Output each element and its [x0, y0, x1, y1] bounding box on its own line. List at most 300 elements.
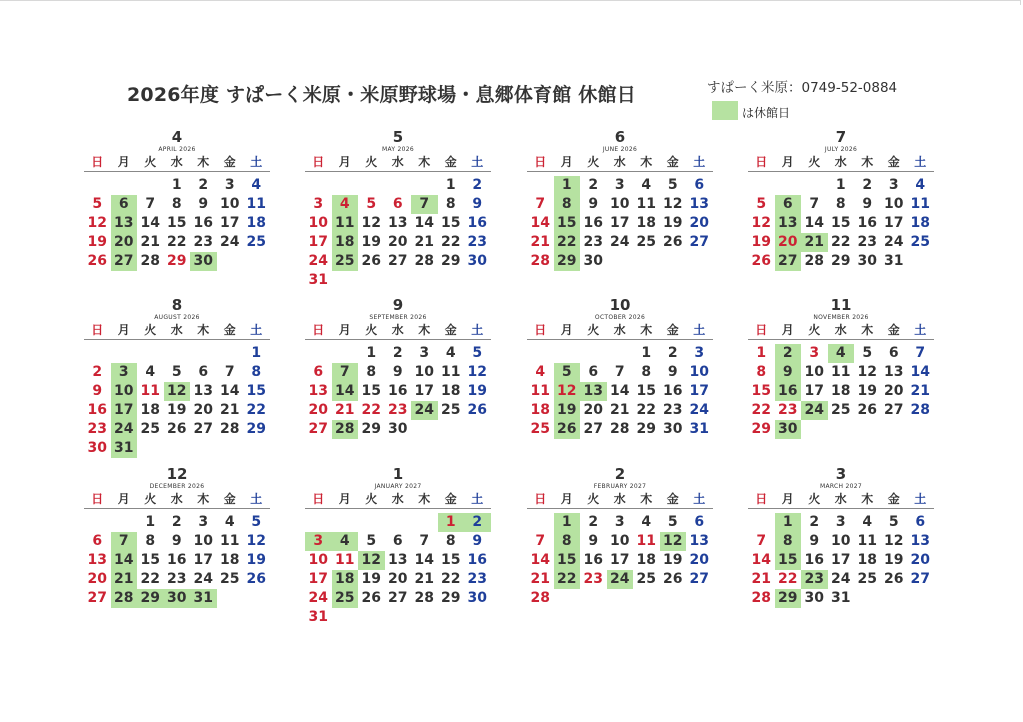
day-cell: 9 — [588, 196, 599, 212]
day-cell: 27 — [884, 402, 904, 418]
day-cell: 29 — [361, 421, 381, 437]
weekday-header: 火 — [144, 323, 157, 337]
weekday-header: 日 — [755, 492, 768, 506]
day-cell: 6 — [915, 514, 926, 530]
day-cell: 30 — [804, 590, 824, 606]
day-cell: 25 — [636, 234, 656, 250]
weekday-header: 火 — [808, 492, 821, 506]
day-cell: 8 — [366, 364, 377, 380]
day-cell: 14 — [414, 215, 434, 231]
day-cell: 22 — [246, 402, 266, 418]
day-cell: 12 — [751, 215, 771, 231]
closed-day: 22 — [554, 233, 581, 252]
day-cell: 27 — [388, 253, 408, 269]
day-cell: 12 — [467, 364, 487, 380]
day-cell: 8 — [171, 196, 182, 212]
day-cell: 12 — [361, 215, 381, 231]
day-cell: 25 — [857, 571, 877, 587]
weekday-header: 金 — [666, 155, 679, 169]
closed-day: 18 — [332, 233, 359, 252]
day-cell: 26 — [663, 234, 683, 250]
weekday-header: 土 — [914, 492, 927, 506]
weekday-header: 木 — [418, 323, 431, 337]
day-cell: 16 — [663, 383, 683, 399]
legend-closed-swatch — [712, 101, 738, 120]
weekday-header: 月 — [338, 492, 351, 506]
day-cell: 27 — [689, 571, 709, 587]
weekday-header: 日 — [755, 155, 768, 169]
day-cell: 5 — [888, 514, 899, 530]
month-1 — [305, 465, 491, 627]
day-cell: 18 — [441, 383, 461, 399]
day-cell: 2 — [667, 345, 678, 361]
day-cell: 21 — [751, 571, 771, 587]
day-cell: 5 — [92, 196, 103, 212]
weekday-header: 火 — [144, 155, 157, 169]
closed-day: 26 — [554, 420, 581, 439]
day-cell: 16 — [804, 552, 824, 568]
month-number: 5 — [392, 128, 404, 146]
day-cell: 16 — [467, 552, 487, 568]
weekday-header: 水 — [391, 155, 404, 169]
day-cell: 3 — [809, 345, 820, 361]
weekday-header: 火 — [365, 323, 378, 337]
day-cell: 8 — [756, 364, 767, 380]
weekday-header: 日 — [91, 155, 104, 169]
day-cell: 19 — [87, 234, 107, 250]
month-11 — [748, 296, 934, 458]
day-cell: 4 — [641, 514, 652, 530]
closed-day: 24 — [111, 420, 138, 439]
day-cell: 5 — [366, 196, 377, 212]
weekday-header: 月 — [560, 323, 573, 337]
month-english-label: JULY 2026 — [824, 146, 858, 153]
weekday-header: 水 — [613, 492, 626, 506]
day-cell: 19 — [663, 552, 683, 568]
day-cell: 5 — [667, 514, 678, 530]
weekday-header: 火 — [365, 155, 378, 169]
day-cell: 16 — [193, 215, 213, 231]
day-cell: 23 — [467, 571, 487, 587]
day-cell: 5 — [756, 196, 767, 212]
day-cell: 22 — [778, 571, 798, 587]
weekday-divider — [305, 171, 491, 172]
closed-day: 3 — [111, 363, 138, 382]
closed-day: 3 — [305, 532, 332, 551]
day-cell: 21 — [414, 571, 434, 587]
day-cell: 29 — [441, 590, 461, 606]
day-cell: 16 — [857, 215, 877, 231]
month-number: 9 — [392, 296, 404, 314]
day-cell: 4 — [145, 364, 156, 380]
day-cell: 31 — [308, 272, 328, 288]
closed-day: 8 — [554, 195, 581, 214]
weekday-divider — [305, 508, 491, 509]
month-english-label: APRIL 2026 — [158, 146, 196, 153]
day-cell: 1 — [366, 345, 377, 361]
day-cell: 11 — [910, 196, 930, 212]
day-cell: 19 — [167, 402, 187, 418]
weekday-header: 水 — [834, 492, 847, 506]
day-cell: 7 — [224, 364, 235, 380]
day-cell: 9 — [92, 383, 103, 399]
day-cell: 27 — [388, 590, 408, 606]
weekday-header: 月 — [781, 492, 794, 506]
day-cell: 17 — [308, 234, 328, 250]
day-cell: 16 — [388, 383, 408, 399]
day-cell: 28 — [751, 590, 771, 606]
closed-day: 6 — [111, 195, 138, 214]
weekday-header: 日 — [312, 155, 325, 169]
day-cell: 7 — [756, 533, 767, 549]
day-cell: 13 — [910, 533, 930, 549]
weekday-header: 木 — [197, 323, 210, 337]
day-cell: 6 — [694, 177, 705, 193]
closed-day: 1 — [554, 176, 581, 195]
month-number: 1 — [392, 465, 404, 483]
month-english-label: JANUARY 2027 — [374, 483, 422, 490]
day-cell: 28 — [414, 590, 434, 606]
day-cell: 9 — [171, 533, 182, 549]
weekday-header: 木 — [197, 155, 210, 169]
day-cell: 4 — [445, 345, 456, 361]
day-cell: 13 — [308, 383, 328, 399]
day-cell: 19 — [467, 383, 487, 399]
day-cell: 15 — [140, 552, 160, 568]
closed-day: 4 — [828, 344, 855, 363]
weekday-divider — [305, 339, 491, 340]
closed-day: 27 — [111, 252, 138, 271]
page-border — [0, 0, 1021, 5]
month-english-label: MAY 2026 — [381, 146, 415, 153]
weekday-header: 金 — [444, 155, 457, 169]
day-cell: 13 — [388, 552, 408, 568]
day-cell: 13 — [388, 215, 408, 231]
weekday-header: 土 — [250, 155, 263, 169]
weekday-header: 水 — [834, 155, 847, 169]
day-cell: 30 — [467, 590, 487, 606]
day-cell: 2 — [92, 364, 103, 380]
weekday-header: 火 — [808, 155, 821, 169]
weekday-header: 木 — [418, 155, 431, 169]
weekday-header: 月 — [781, 155, 794, 169]
day-cell: 15 — [441, 552, 461, 568]
day-cell: 1 — [251, 345, 262, 361]
closed-day: 31 — [111, 439, 138, 458]
day-cell: 11 — [831, 364, 851, 380]
day-cell: 27 — [689, 234, 709, 250]
closed-day: 20 — [111, 233, 138, 252]
weekday-header: 金 — [223, 492, 236, 506]
day-cell: 23 — [663, 402, 683, 418]
day-cell: 27 — [583, 421, 603, 437]
weekday-header: 水 — [170, 492, 183, 506]
weekday-header: 月 — [560, 492, 573, 506]
day-cell: 12 — [884, 533, 904, 549]
day-cell: 11 — [636, 196, 656, 212]
month-number: 2 — [614, 465, 626, 483]
day-cell: 26 — [467, 402, 487, 418]
weekday-divider — [748, 171, 934, 172]
day-cell: 16 — [87, 402, 107, 418]
weekday-header: 土 — [250, 492, 263, 506]
closed-day: 31 — [190, 589, 217, 608]
weekday-header: 火 — [587, 323, 600, 337]
page-title: 2026年度 すぱーく米原・米原野球場・息郷体育館 休館日 — [127, 84, 636, 106]
weekday-header: 木 — [861, 323, 874, 337]
day-cell: 23 — [583, 234, 603, 250]
closed-day: 16 — [775, 382, 802, 401]
day-cell: 24 — [610, 234, 630, 250]
day-cell: 24 — [689, 402, 709, 418]
weekday-header: 土 — [471, 323, 484, 337]
day-cell: 9 — [862, 196, 873, 212]
day-cell: 2 — [862, 177, 873, 193]
day-cell: 15 — [167, 215, 187, 231]
day-cell: 24 — [831, 571, 851, 587]
day-cell: 17 — [414, 383, 434, 399]
day-cell: 5 — [366, 533, 377, 549]
day-cell: 19 — [663, 215, 683, 231]
day-cell: 3 — [614, 514, 625, 530]
day-cell: 2 — [472, 177, 483, 193]
day-cell: 10 — [831, 533, 851, 549]
day-cell: 10 — [220, 196, 240, 212]
day-cell: 11 — [441, 364, 461, 380]
day-cell: 2 — [588, 514, 599, 530]
closed-day: 29 — [554, 252, 581, 271]
weekday-header: 日 — [312, 323, 325, 337]
day-cell: 22 — [441, 234, 461, 250]
day-cell: 5 — [171, 364, 182, 380]
day-cell: 20 — [689, 215, 709, 231]
day-cell: 15 — [636, 383, 656, 399]
month-10 — [527, 296, 713, 458]
day-cell: 6 — [92, 533, 103, 549]
closed-day: 30 — [190, 252, 217, 271]
contact-phone: すぱーく米原：0749-52-0884 — [707, 80, 898, 96]
day-cell: 24 — [308, 253, 328, 269]
day-cell: 31 — [884, 253, 904, 269]
day-cell: 2 — [809, 514, 820, 530]
day-cell: 7 — [535, 533, 546, 549]
weekday-header: 火 — [587, 155, 600, 169]
day-cell: 10 — [308, 215, 328, 231]
day-cell: 8 — [445, 196, 456, 212]
day-cell: 13 — [193, 383, 213, 399]
weekday-divider — [84, 508, 270, 509]
weekday-header: 木 — [861, 492, 874, 506]
day-cell: 6 — [694, 514, 705, 530]
weekday-header: 土 — [914, 323, 927, 337]
day-cell: 12 — [663, 196, 683, 212]
day-cell: 31 — [689, 421, 709, 437]
day-cell: 16 — [583, 552, 603, 568]
day-cell: 20 — [689, 552, 709, 568]
day-cell: 9 — [198, 196, 209, 212]
day-cell: 11 — [246, 196, 266, 212]
weekday-header: 水 — [391, 492, 404, 506]
day-cell: 10 — [414, 364, 434, 380]
day-cell: 1 — [756, 345, 767, 361]
closed-day: 24 — [801, 401, 828, 420]
closed-day: 24 — [607, 570, 634, 589]
day-cell: 26 — [884, 571, 904, 587]
day-cell: 10 — [884, 196, 904, 212]
closed-day: 24 — [411, 401, 438, 420]
weekday-header: 日 — [312, 492, 325, 506]
closed-day: 15 — [775, 551, 802, 570]
weekday-header: 月 — [117, 492, 130, 506]
day-cell: 25 — [246, 234, 266, 250]
weekday-header: 金 — [887, 323, 900, 337]
day-cell: 8 — [835, 196, 846, 212]
closed-day: 29 — [137, 589, 164, 608]
day-cell: 13 — [884, 364, 904, 380]
closed-day: 1 — [775, 513, 802, 532]
day-cell: 24 — [193, 571, 213, 587]
day-cell: 9 — [667, 364, 678, 380]
day-cell: 30 — [388, 421, 408, 437]
day-cell: 15 — [441, 215, 461, 231]
day-cell: 13 — [87, 552, 107, 568]
day-cell: 17 — [193, 552, 213, 568]
day-cell: 14 — [610, 383, 630, 399]
closed-day: 29 — [775, 589, 802, 608]
day-cell: 23 — [583, 571, 603, 587]
weekday-divider — [527, 171, 713, 172]
day-cell: 7 — [419, 533, 430, 549]
day-cell: 20 — [910, 552, 930, 568]
day-cell: 2 — [198, 177, 209, 193]
weekday-header: 金 — [223, 323, 236, 337]
month-english-label: AUGUST 2026 — [154, 314, 200, 321]
day-cell: 3 — [313, 196, 324, 212]
closed-day: 28 — [111, 589, 138, 608]
day-cell: 29 — [831, 253, 851, 269]
day-cell: 18 — [831, 383, 851, 399]
day-cell: 3 — [614, 177, 625, 193]
day-cell: 17 — [610, 552, 630, 568]
day-cell: 21 — [530, 234, 550, 250]
day-cell: 6 — [588, 364, 599, 380]
day-cell: 10 — [308, 552, 328, 568]
day-cell: 25 — [220, 571, 240, 587]
day-cell: 18 — [140, 402, 160, 418]
day-cell: 26 — [857, 402, 877, 418]
day-cell: 4 — [535, 364, 546, 380]
day-cell: 11 — [335, 552, 355, 568]
month-english-label: FEBRUARY 2027 — [593, 483, 647, 490]
weekday-header: 日 — [534, 155, 547, 169]
closed-day: 8 — [775, 532, 802, 551]
day-cell: 27 — [910, 571, 930, 587]
weekday-header: 水 — [613, 323, 626, 337]
day-cell: 21 — [414, 234, 434, 250]
month-5 — [305, 128, 491, 290]
weekday-header: 木 — [418, 492, 431, 506]
day-cell: 9 — [588, 533, 599, 549]
closed-day: 27 — [775, 252, 802, 271]
day-cell: 23 — [388, 402, 408, 418]
day-cell: 28 — [220, 421, 240, 437]
closed-day: 7 — [332, 363, 359, 382]
day-cell: 23 — [467, 234, 487, 250]
weekday-header: 日 — [91, 323, 104, 337]
day-cell: 15 — [246, 383, 266, 399]
day-cell: 7 — [535, 196, 546, 212]
month-number: 11 — [830, 296, 852, 314]
day-cell: 28 — [530, 590, 550, 606]
day-cell: 3 — [694, 345, 705, 361]
day-cell: 5 — [251, 514, 262, 530]
day-cell: 27 — [87, 590, 107, 606]
day-cell: 19 — [246, 552, 266, 568]
month-english-label: NOVEMBER 2026 — [813, 314, 869, 321]
closed-day: 6 — [775, 195, 802, 214]
month-number: 6 — [614, 128, 626, 146]
month-english-label: OCTOBER 2026 — [594, 314, 646, 321]
day-cell: 14 — [140, 215, 160, 231]
weekday-header: 水 — [834, 323, 847, 337]
month-6 — [527, 128, 713, 290]
day-cell: 22 — [441, 571, 461, 587]
closed-day: 12 — [164, 382, 191, 401]
weekday-header: 火 — [365, 492, 378, 506]
day-cell: 31 — [831, 590, 851, 606]
day-cell: 14 — [414, 552, 434, 568]
weekday-header: 月 — [117, 155, 130, 169]
day-cell: 26 — [167, 421, 187, 437]
closed-day: 12 — [554, 382, 581, 401]
month-8 — [84, 296, 270, 458]
weekday-header: 土 — [471, 155, 484, 169]
day-cell: 30 — [583, 253, 603, 269]
day-cell: 20 — [388, 234, 408, 250]
day-cell: 17 — [610, 215, 630, 231]
weekday-header: 月 — [338, 155, 351, 169]
day-cell: 14 — [804, 215, 824, 231]
day-cell: 26 — [87, 253, 107, 269]
weekday-header: 火 — [587, 492, 600, 506]
weekday-header: 月 — [338, 323, 351, 337]
month-number: 3 — [835, 465, 847, 483]
day-cell: 14 — [751, 552, 771, 568]
weekday-header: 金 — [887, 492, 900, 506]
day-cell: 4 — [251, 177, 262, 193]
weekday-divider — [527, 508, 713, 509]
day-cell: 28 — [910, 402, 930, 418]
day-cell: 23 — [193, 234, 213, 250]
day-cell: 28 — [530, 253, 550, 269]
closed-day: 15 — [554, 551, 581, 570]
day-cell: 4 — [915, 177, 926, 193]
day-cell: 7 — [145, 196, 156, 212]
day-cell: 12 — [87, 215, 107, 231]
day-cell: 28 — [414, 253, 434, 269]
weekday-divider — [84, 171, 270, 172]
day-cell: 21 — [910, 383, 930, 399]
day-cell: 6 — [313, 364, 324, 380]
weekday-divider — [748, 508, 934, 509]
day-cell: 4 — [224, 514, 235, 530]
weekday-header: 土 — [914, 155, 927, 169]
day-cell: 26 — [246, 571, 266, 587]
day-cell: 16 — [167, 552, 187, 568]
weekday-header: 水 — [170, 323, 183, 337]
closed-day: 14 — [332, 382, 359, 401]
weekday-header: 日 — [534, 323, 547, 337]
